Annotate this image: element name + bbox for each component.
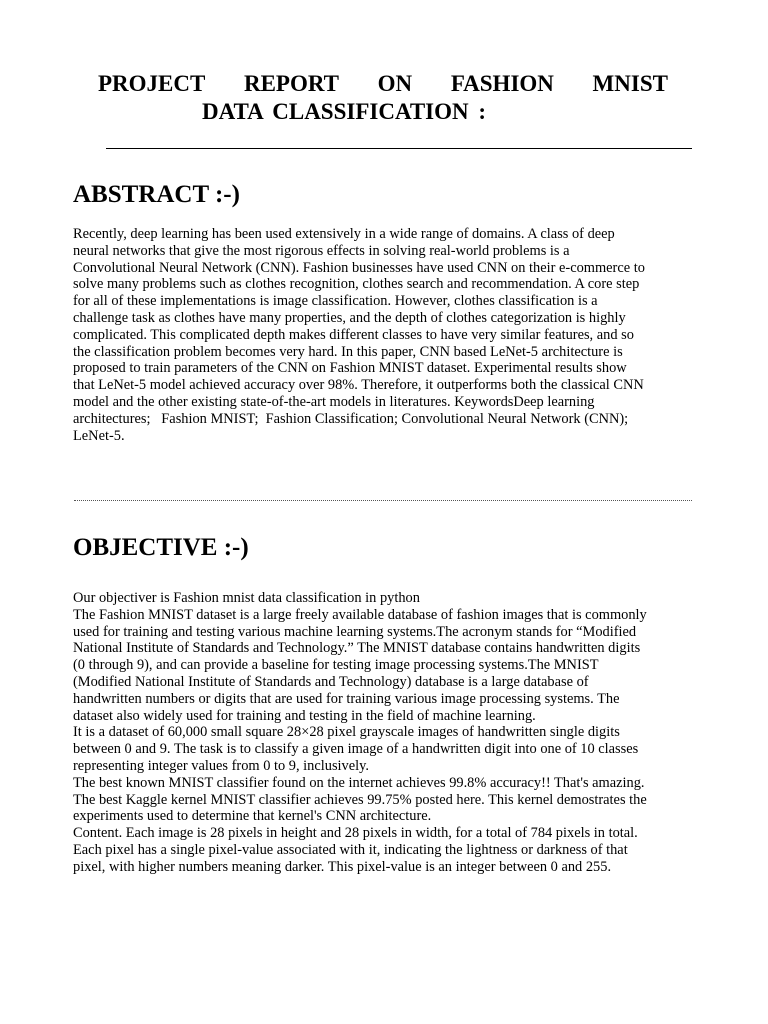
text-line: Content. Each image is 28 pixels in height and 28 pixels in width, for a total of 784 pixels in total. bbox=[73, 825, 638, 842]
text-line: Convolutional Neural Network (CNN). Fashion businesses have used CNN on their e-commerce to bbox=[73, 259, 645, 276]
text-line: The best Kaggle kernel MNIST classifier achieves 99.75% posted here. This kernel demostrates the bbox=[73, 791, 647, 808]
text-line: neural networks that give the most rigorous effects in solving real-world problems is a bbox=[73, 242, 570, 259]
text-line: The best known MNIST classifier found on the internet achieves 99.8% accuracy!! That's amazing. bbox=[73, 774, 645, 791]
text-line: that LeNet-5 model achieved accuracy over 98%. Therefore, it outperforms both the classical CNN bbox=[73, 377, 644, 394]
text-line: The Fashion MNIST dataset is a large freely available database of fashion images that is commonly bbox=[73, 606, 647, 623]
text-line: architectures; Fashion MNIST; Fashion Classification; Convolutional Neural Network (CNN); bbox=[73, 410, 629, 427]
title-word: PROJECT bbox=[98, 71, 206, 96]
title-line-2: DATA CLASSIFICATION : bbox=[202, 99, 487, 124]
text-line: LeNet-5. bbox=[73, 427, 125, 444]
abstract-paragraph bbox=[73, 226, 697, 444]
text-line: complicated. This complicated depth makes different classes to have very similar features, and so bbox=[73, 326, 634, 343]
text-line: used for training and testing various machine learning systems.The acronym stands for “Modified bbox=[73, 623, 637, 640]
text-line: the classification problem becomes very hard. In this paper, CNN based LeNet-5 architecture is bbox=[73, 343, 623, 360]
text-line: National Institute of Standards and Technology.” The MNIST database contains handwritten digits bbox=[73, 640, 641, 657]
text-line: model and the other existing state-of-the-art models in literatures. KeywordsDeep learning bbox=[73, 393, 595, 410]
title-word: ON bbox=[377, 71, 413, 96]
text-line: (Modified National Institute of Standards and Technology) database is a large database of bbox=[73, 673, 589, 690]
text-line: Each pixel has a single pixel-value associated with it, indicating the lightness or darkness of that bbox=[73, 841, 628, 858]
text-line: handwritten numbers or digits that are used for training various image processing systems. The bbox=[73, 690, 620, 707]
text-line: dataset also widely used for training and testing in the field of machine learning. bbox=[73, 707, 536, 724]
text-line: between 0 and 9. The task is to classify a given image of a handwritten digit into one of 10 classes bbox=[73, 741, 639, 758]
report-title bbox=[98, 70, 668, 126]
objective-heading: OBJECTIVE :-) bbox=[73, 534, 249, 561]
title-divider bbox=[106, 148, 692, 149]
title-line-1 bbox=[98, 70, 668, 98]
text-line: proposed to train parameters of the CNN on Fashion MNIST dataset. Experimental results show bbox=[73, 360, 627, 377]
text-line: for all of these implementations is image classification. However, clothes classification is a bbox=[73, 293, 598, 310]
text-line: It is a dataset of 60,000 small square 28×28 pixel grayscale images of handwritten single digits bbox=[73, 724, 620, 741]
text-line: representing integer values from 0 to 9, inclusively. bbox=[73, 757, 369, 774]
abstract-heading: ABSTRACT :-) bbox=[73, 181, 240, 208]
title-word: REPORT bbox=[243, 71, 340, 96]
text-line: challenge task as clothes have many properties, and the depth of clothes categorization is highly bbox=[73, 309, 626, 326]
text-line: solve many problems such as clothes recognition, clothes search and recommendation. A core step bbox=[73, 276, 640, 293]
objective-paragraph bbox=[73, 590, 697, 876]
title-word: MNIST bbox=[592, 71, 668, 96]
section-divider bbox=[74, 500, 692, 501]
text-line: (0 through 9), and can provide a baseline for testing image processing systems.The MNIST bbox=[73, 657, 599, 674]
title-word: FASHION bbox=[450, 71, 554, 96]
text-line: Recently, deep learning has been used extensively in a wide range of domains. A class of deep bbox=[73, 226, 615, 242]
text-line: pixel, with higher numbers meaning darker. This pixel-value is an integer between 0 and 255. bbox=[73, 858, 612, 875]
text-line: experiments used to determine that kernel's CNN architecture. bbox=[73, 808, 432, 825]
text-line: Our objectiver is Fashion mnist data classification in python bbox=[73, 590, 420, 606]
